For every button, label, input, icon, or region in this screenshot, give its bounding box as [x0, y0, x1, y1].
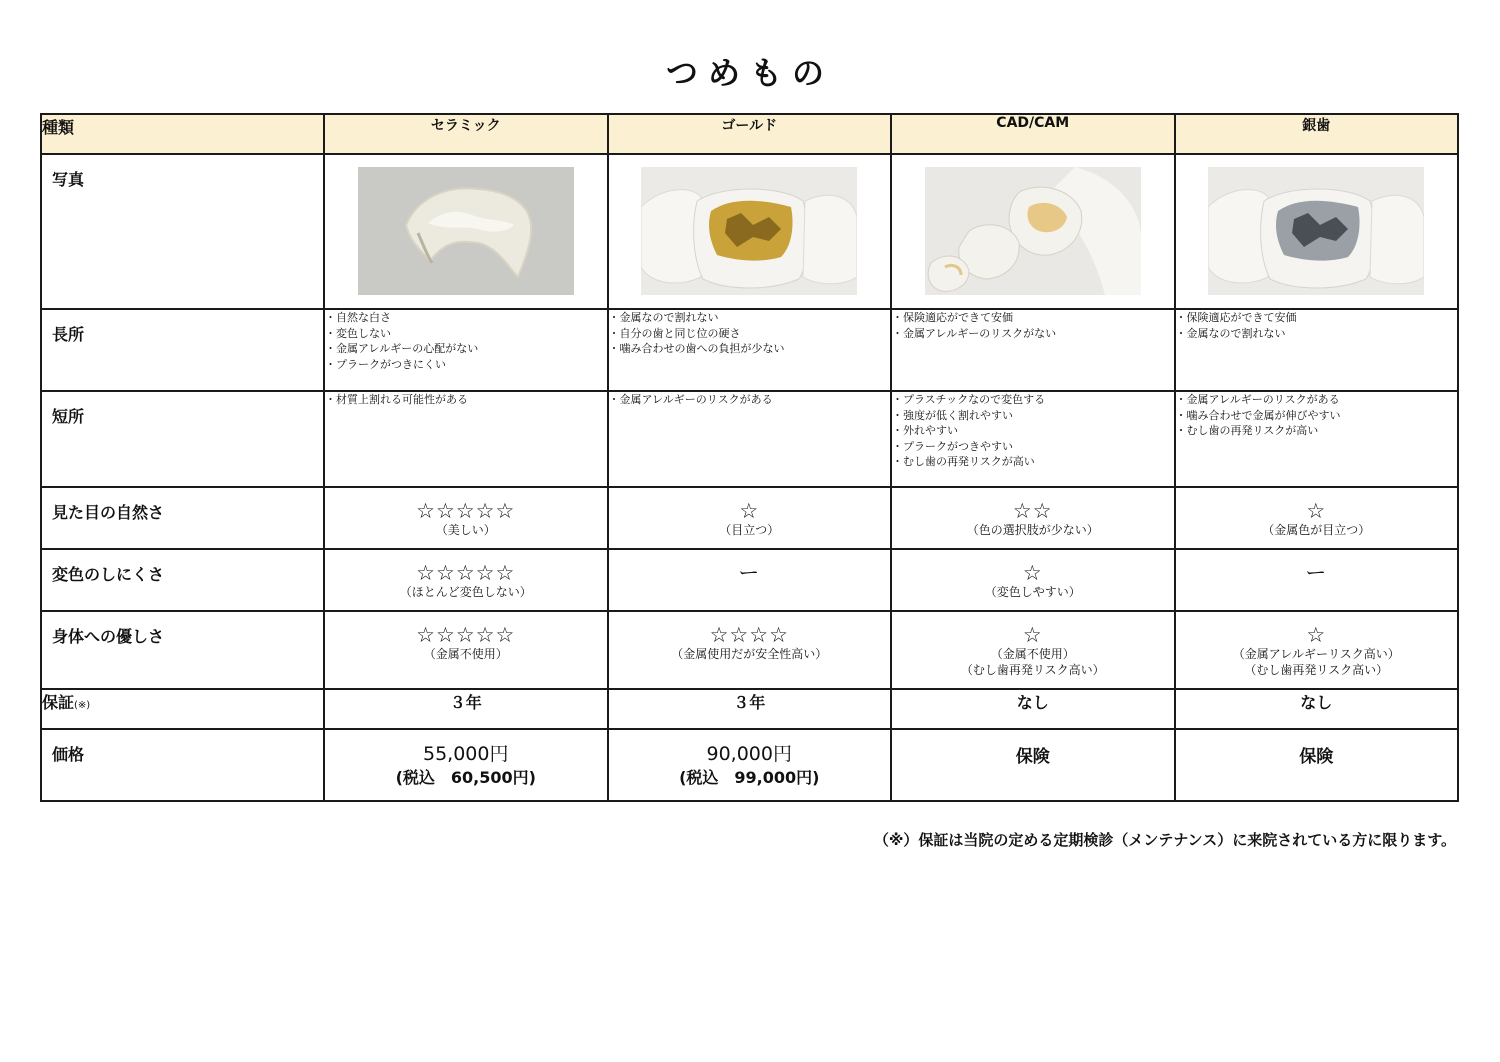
header-silver: 銀歯	[1175, 114, 1459, 154]
silver-inlay-photo	[1208, 167, 1424, 295]
ceramic-inlay-photo	[358, 167, 574, 295]
price-ceramic	[324, 729, 608, 801]
header-row	[41, 114, 1458, 154]
look-ceramic	[324, 487, 608, 549]
cons-cadcam	[891, 391, 1175, 487]
photo-label-cell	[41, 154, 324, 309]
star-rating: ☆	[1022, 561, 1043, 585]
star-rating: ☆	[739, 499, 760, 523]
warranty-footnote: （※）保証は当院の定める定期検診（メンテナンス）に来院されている方に限ります。	[873, 831, 1456, 849]
look-silver	[1175, 487, 1459, 549]
cons-gold	[608, 391, 892, 487]
list-item: ・金属アレルギーの心配がない	[325, 342, 479, 355]
body-row	[41, 611, 1458, 689]
discolor-label-cell	[41, 549, 324, 611]
body-silver	[1175, 611, 1459, 689]
photo-cell-cadcam	[891, 154, 1175, 309]
list-item: ・プラスチックなので変色する	[892, 393, 1046, 406]
list-item: ・金属アレルギーのリスクがない	[892, 326, 1057, 340]
pros-cadcam	[891, 309, 1175, 391]
pros-ceramic	[324, 309, 608, 391]
warranty-row	[41, 689, 1458, 729]
list-item: ・外れやすい	[892, 424, 958, 437]
warranty-silver: なし	[1175, 689, 1459, 729]
list-item: ・金属アレルギーのリスクがある	[1175, 393, 1340, 406]
rating-note: （むし歯再発リスク高い）	[960, 663, 1105, 677]
header-ceramic: セラミック	[324, 114, 608, 154]
rating-note: （金属使用だが安全性高い）	[671, 647, 828, 661]
rating-note: （金属色が目立つ）	[1262, 523, 1371, 537]
star-rating: ☆	[1306, 623, 1327, 647]
warranty-cadcam: なし	[891, 689, 1175, 729]
price-value: 55,000円	[423, 743, 509, 765]
price-row	[41, 729, 1458, 801]
pros-label-cell	[41, 309, 324, 391]
price-silver	[1175, 729, 1459, 801]
photo-cell-ceramic	[324, 154, 608, 309]
list-item: ・材質上割れる可能性がある	[325, 393, 468, 406]
photo-cell-gold	[608, 154, 892, 309]
discolor-ceramic	[324, 549, 608, 611]
price-gold	[608, 729, 892, 801]
list-item: ・強度が低く割れやすい	[892, 408, 1013, 422]
discolor-row	[41, 549, 1458, 611]
row-label-photo: 写真	[52, 170, 85, 189]
discolor-cadcam	[891, 549, 1175, 611]
cons-silver	[1175, 391, 1459, 487]
price-insurance: 保険	[1299, 747, 1334, 767]
warranty-label-text: 保証	[42, 693, 75, 712]
list-item: ・金属アレルギーのリスクがある	[608, 393, 773, 406]
list-item: ・保険適応ができて安価	[892, 311, 1013, 324]
list-item: ・むし歯の再発リスクが高い	[892, 455, 1035, 468]
warranty-ceramic: ３年	[324, 689, 608, 729]
discolor-gold	[608, 549, 892, 611]
rating-note: （ほとんど変色しない）	[399, 585, 532, 599]
dash-mark: ー	[1305, 561, 1328, 585]
comparison-table	[40, 113, 1459, 802]
rating-note: （金属不使用）	[990, 647, 1075, 661]
list-item: ・噛み合わせの歯への負担が少ない	[608, 342, 785, 355]
row-label-pros: 長所	[52, 325, 85, 344]
list-item: ・噛み合わせで金属が伸びやすい	[1175, 408, 1341, 422]
cadcam-inlay-photo	[925, 167, 1141, 295]
price-value: 90,000円	[706, 743, 792, 765]
price-insurance: 保険	[1015, 747, 1050, 767]
warranty-label-mark: (※)	[74, 700, 91, 711]
list-item: ・金属なので割れない	[608, 311, 719, 324]
list-item: ・金属なので割れない	[1175, 326, 1286, 340]
look-gold	[608, 487, 892, 549]
row-label-discolor: 変色のしにくさ	[52, 565, 165, 584]
rating-note: （美しい）	[435, 523, 496, 537]
look-cadcam	[891, 487, 1175, 549]
rating-note: （目立つ）	[719, 523, 780, 537]
body-gold	[608, 611, 892, 689]
look-label-cell	[41, 487, 324, 549]
rating-note: （色の選択肢が少ない）	[966, 523, 1099, 537]
list-item: ・プラークがつきやすい	[892, 439, 1013, 453]
warranty-gold: ３年	[608, 689, 892, 729]
star-rating: ☆☆☆☆☆	[416, 561, 516, 585]
price-tax-included: (税込 60,500円)	[395, 768, 536, 787]
row-label-cons: 短所	[52, 407, 85, 426]
discolor-silver	[1175, 549, 1459, 611]
rating-note: （金属アレルギーリスク高い）	[1232, 647, 1400, 661]
look-row	[41, 487, 1458, 549]
row-label-body: 身体への優しさ	[52, 627, 165, 646]
price-tax-included: (税込 99,000円)	[679, 768, 820, 787]
star-rating: ☆	[1022, 623, 1043, 647]
body-label-cell	[41, 611, 324, 689]
photo-row	[41, 154, 1458, 309]
list-item: ・自分の歯と同じ位の硬さ	[608, 326, 741, 340]
header-cadcam: CAD/CAM	[891, 114, 1175, 154]
list-item: ・保険適応ができて安価	[1175, 311, 1297, 324]
gold-inlay-photo	[641, 167, 857, 295]
header-gold: ゴールド	[608, 114, 892, 154]
row-label-price: 価格	[52, 745, 85, 764]
pros-row	[41, 309, 1458, 391]
star-rating: ☆☆☆☆☆	[416, 623, 516, 647]
list-item: ・むし歯の再発リスクが高い	[1175, 424, 1319, 437]
pros-silver	[1175, 309, 1459, 391]
cons-row	[41, 391, 1458, 487]
list-item: ・プラークがつきにくい	[325, 357, 446, 371]
header-label: 種類	[41, 114, 324, 154]
photo-cell-silver	[1175, 154, 1459, 309]
row-label-warranty	[41, 689, 324, 729]
cons-label-cell	[41, 391, 324, 487]
body-cadcam	[891, 611, 1175, 689]
list-item: ・変色しない	[325, 326, 391, 340]
list-item: ・自然な白さ	[325, 311, 391, 324]
page-title: つめもの	[665, 54, 834, 92]
pros-gold	[608, 309, 892, 391]
star-rating: ☆	[1306, 499, 1327, 523]
star-rating: ☆☆☆☆☆	[416, 499, 516, 523]
price-cadcam	[891, 729, 1175, 801]
star-rating: ☆☆☆☆	[709, 623, 789, 647]
dash-mark: ー	[738, 561, 761, 585]
rating-note: （むし歯再発リスク高い）	[1244, 663, 1389, 677]
rating-note: （金属不使用）	[423, 647, 508, 661]
rating-note: （変色しやすい）	[984, 585, 1081, 599]
body-ceramic	[324, 611, 608, 689]
row-label-look: 見た目の自然さ	[52, 503, 165, 522]
cons-ceramic	[324, 391, 608, 487]
price-label-cell	[41, 729, 324, 801]
star-rating: ☆☆	[1012, 499, 1053, 523]
